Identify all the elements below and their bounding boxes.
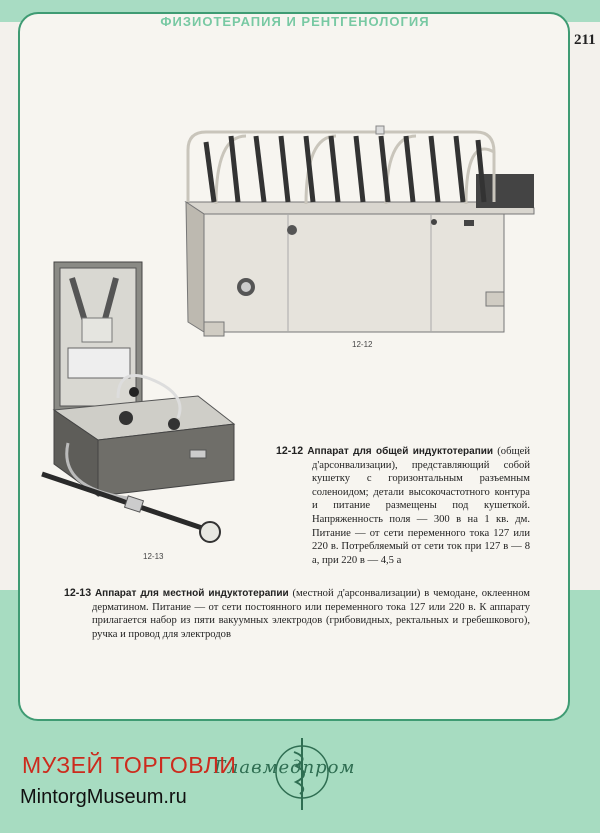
brand-glavmedprom: Главмедпром [214,757,356,778]
item-12-12-text: (общей д'арсонвализации), представляющий собой кушетку с горизонтальным разъемным соленоидом; детали высокочастотного контура и питание размещены под кушеткой. Напряженность поля — 300 в на 1 кв. дм. Питание — от сети переменного тока 127 или 220 в. Потребляемый от сети ток при 127 в — 8 а, при 220 в — 4,5 а [312,446,531,566]
item-12-12-description [276,445,530,567]
section-header: ФИЗИОТЕРАПИЯ И РЕНТГЕНОЛОГИЯ [160,14,430,29]
museum-watermark-url: MintorgMuseum.ru [20,786,187,808]
item-12-12-code: 12-12 [276,445,304,457]
item-12-12-title: Аппарат для общей индуктотерапии [307,446,494,457]
item-12-13-code: 12-13 [64,587,92,599]
figure-12-13-caption: 12-13 [143,552,164,561]
figure-12-13-apparatus-image [38,258,242,550]
item-12-13-text: (местной д'арсонвализации) в чемодане, оклеенном дерматином. Питание — от сети постоянного или переменного тока 127 или 220 в. К аппарату прилагается набор из пяти вакуумных электродов (грибовидных, ректальных и гребешкового), ручка и провод для электродов [92,588,531,640]
item-12-13-description [64,587,530,641]
museum-watermark-name: МУЗЕЙ ТОРГОВЛИ [22,752,237,778]
item-12-13-title: Аппарат для местной индуктотерапии [94,588,289,599]
page-number: 211 [574,32,596,48]
figure-12-12-caption: 12-12 [352,340,373,349]
